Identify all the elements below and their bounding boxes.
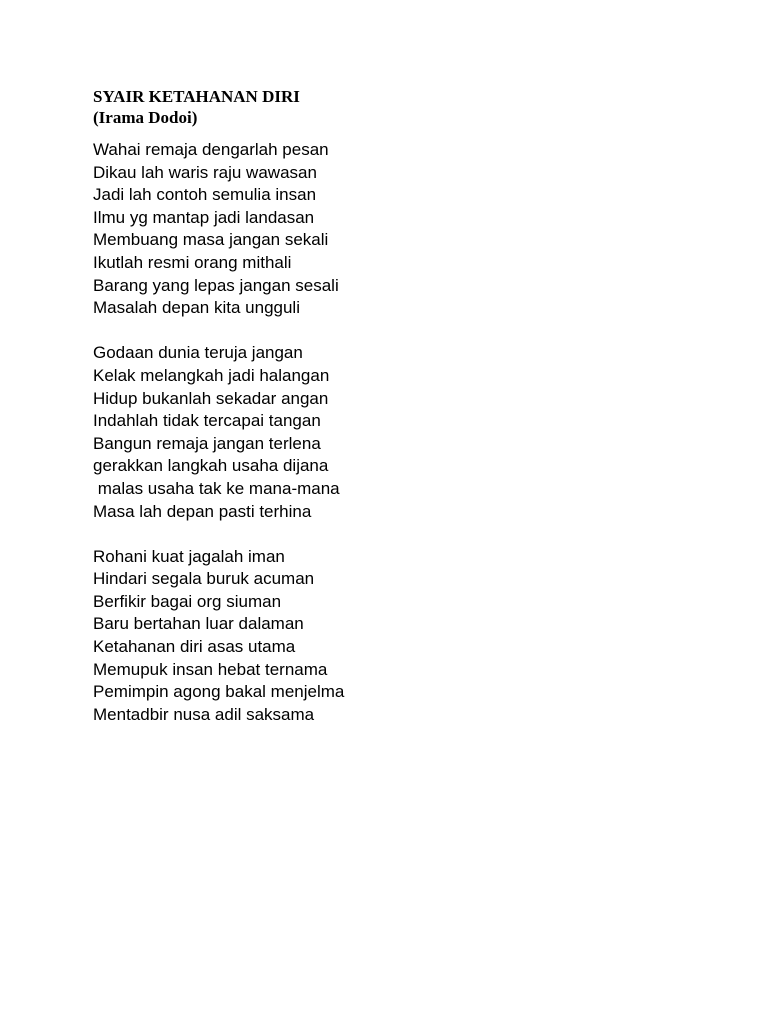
poem-heading bbox=[93, 86, 300, 128]
poem-line: Godaan dunia teruja jangan bbox=[93, 343, 303, 363]
poem-subtitle: (Irama Dodoi) bbox=[93, 108, 198, 127]
poem-line: Bangun remaja jangan terlena bbox=[93, 433, 321, 453]
stanza-3 bbox=[93, 546, 344, 727]
stanza-1 bbox=[93, 139, 344, 320]
poem-line: Kelak melangkah jadi halangan bbox=[93, 365, 330, 385]
poem-line: Hidup bukanlah sekadar angan bbox=[93, 388, 329, 408]
poem-line: Jadi lah contoh semulia insan bbox=[93, 185, 317, 205]
poem-line: Baru bertahan luar dalaman bbox=[93, 614, 304, 634]
poem-line: Ikutlah resmi orang mithali bbox=[93, 252, 292, 272]
poem-line: Rohani kuat jagalah iman bbox=[93, 546, 285, 566]
poem-line: Mentadbir nusa adil saksama bbox=[93, 704, 315, 724]
poem-line: Ketahanan diri asas utama bbox=[93, 637, 296, 657]
poem-line: Hindari segala buruk acuman bbox=[93, 569, 315, 589]
poem-line: gerakkan langkah usaha dijana bbox=[93, 456, 329, 476]
poem-line: Masalah depan kita ungguli bbox=[93, 298, 300, 318]
poem-line: Masa lah depan pasti terhina bbox=[93, 501, 312, 521]
poem-line: Membuang masa jangan sekali bbox=[93, 230, 329, 250]
poem-line: Indahlah tidak tercapai tangan bbox=[93, 411, 321, 431]
poem-line: Memupuk insan hebat ternama bbox=[93, 659, 328, 679]
poem-title: SYAIR KETAHANAN DIRI bbox=[93, 87, 300, 106]
poem-line: Barang yang lepas jangan sesali bbox=[93, 275, 339, 295]
poem-line: Berfikir bagai org siuman bbox=[93, 591, 282, 611]
stanza-2 bbox=[93, 342, 344, 523]
poem-line: Pemimpin agong bakal menjelma bbox=[93, 682, 345, 702]
poem-line: Wahai remaja dengarlah pesan bbox=[93, 140, 329, 159]
poem-line: malas usaha tak ke mana-mana bbox=[93, 478, 340, 498]
poem-line: Ilmu yg mantap jadi landasan bbox=[93, 207, 315, 227]
poem-line: Dikau lah waris raju wawasan bbox=[93, 162, 317, 182]
poem-body bbox=[93, 139, 344, 726]
